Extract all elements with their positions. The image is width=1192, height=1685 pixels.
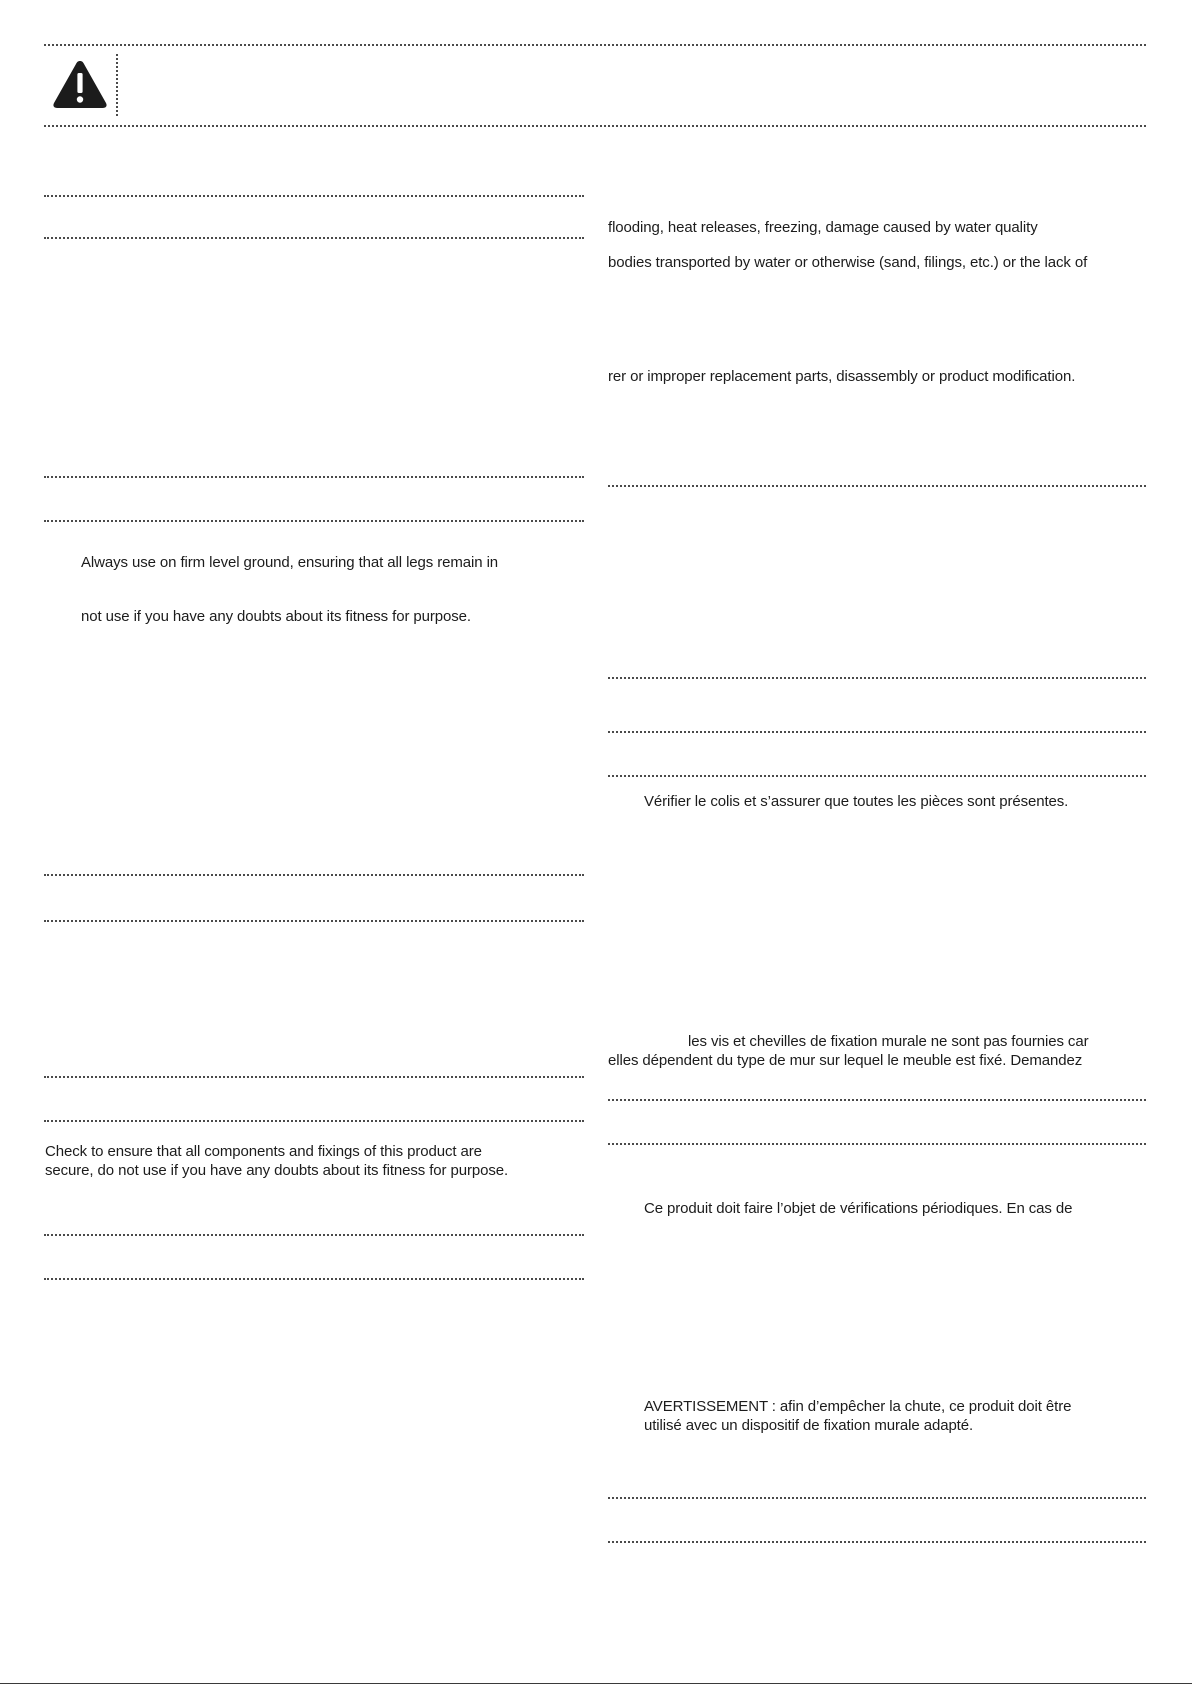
left-rule-4	[44, 520, 584, 522]
right-text-fr-warning-line-2: utilisé avec un dispositif de fixation murale adapté.	[644, 1417, 974, 1434]
page-bottom-rule	[0, 1683, 1192, 1684]
right-text-fr-screws-line-2: elles dépendent du type de mur sur lequel le meuble est fixé. Demandez	[608, 1052, 1083, 1069]
left-rule-6	[44, 920, 584, 922]
left-rule-3	[44, 476, 584, 478]
right-text-fr-check-package: Vérifier le colis et s’assurer que toutes les pièces sont présentes.	[644, 793, 1069, 810]
left-text-check-line-1: Check to ensure that all components and fixings of this product are	[45, 1143, 482, 1160]
header-bottom-rule	[44, 125, 1146, 127]
left-rule-9	[44, 1234, 584, 1236]
right-rule-1	[608, 485, 1146, 487]
right-text-exclusions-line-2: bodies transported by water or otherwise (sand, filings, etc.) or the lack of	[608, 254, 1088, 271]
header-top-rule	[44, 44, 1146, 46]
warning-triangle-icon	[52, 58, 108, 110]
header-divider	[116, 54, 118, 116]
right-text-fr-screws-line-1: les vis et chevilles de fixation murale ne sont pas fournies car	[688, 1033, 1089, 1050]
left-rule-10	[44, 1278, 584, 1280]
left-rule-2	[44, 237, 584, 239]
left-rule-8	[44, 1120, 584, 1122]
left-rule-5	[44, 874, 584, 876]
right-rule-4	[608, 775, 1146, 777]
right-rule-3	[608, 731, 1146, 733]
left-rule-7	[44, 1076, 584, 1078]
left-rule-1	[44, 195, 584, 197]
right-rule-6	[608, 1143, 1146, 1145]
left-text-stability-line-2: not use if you have any doubts about its fitness for purpose.	[81, 608, 471, 625]
right-text-exclusions-line-1: flooding, heat releases, freezing, damage caused by water quality	[608, 219, 1038, 236]
right-rule-5	[608, 1099, 1146, 1101]
right-text-fr-periodic: Ce produit doit faire l’objet de vérifications périodiques. En cas de	[644, 1200, 1073, 1217]
right-text-fr-warning-line-1: AVERTISSEMENT : afin d’empêcher la chute, ce produit doit être	[644, 1398, 1072, 1415]
right-rule-8	[608, 1541, 1146, 1543]
left-text-check-line-2: secure, do not use if you have any doubts about its fitness for purpose.	[45, 1162, 509, 1179]
right-text-exclusions-line-3: rer or improper replacement parts, disassembly or product modification.	[608, 368, 1076, 385]
left-text-stability-line-1: Always use on firm level ground, ensuring that all legs remain in	[81, 554, 499, 571]
right-rule-7	[608, 1497, 1146, 1499]
right-rule-2	[608, 677, 1146, 679]
